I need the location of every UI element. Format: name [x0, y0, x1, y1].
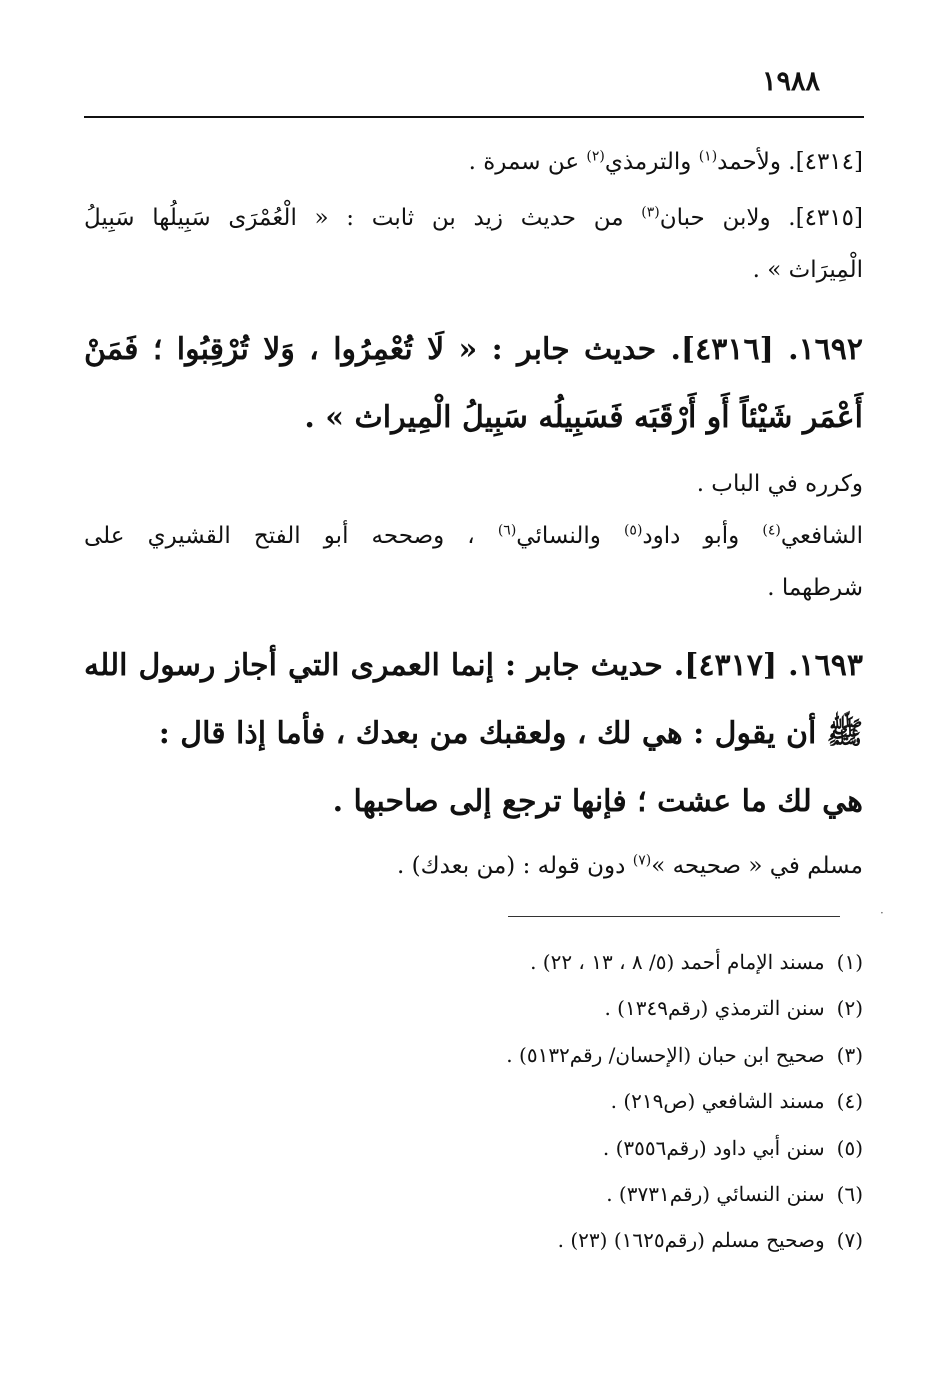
hadith-1692-line2: أَعْمَر شَيْئاً أَو أَرْقَبَه فَسَبِيلُه سَبِيلُ الْمِيراث » . [304, 400, 863, 435]
footnote-number: (٤) [836, 1089, 863, 1113]
footnote-number: (٦) [836, 1182, 863, 1206]
footnote-number: (٣) [836, 1043, 863, 1067]
page-number: ١٩٨٨ [762, 66, 821, 97]
footnote-ref-6[interactable]: (٦) [497, 522, 517, 539]
comment-1692-line1: وكرره في الباب . [696, 471, 863, 497]
footnote-ref-5[interactable]: (٥) [623, 522, 643, 539]
footnote-number: (٢) [836, 996, 863, 1020]
footnote-text: مسند الشافعي (ص٢١٩) . [610, 1089, 825, 1113]
paragraph-text: ، وصححه أبو الفتح القشيري على [84, 523, 498, 549]
footnote-7 [558, 1224, 863, 1256]
paragraph-text: الشافعي [780, 523, 864, 549]
comment-1692-line2 [84, 516, 863, 556]
hadith-1693-line2: ﷺ أن يقول : هي لك ، ولعقبك من بعدك ، فأما إذا قال : [158, 716, 863, 751]
paragraph-text: عن سمرة . [468, 149, 587, 175]
footnote-ref-7[interactable]: (٧) [632, 852, 652, 869]
paragraph-text: دون قوله : (من بعدك) . [397, 853, 633, 879]
comment-1693 [397, 846, 863, 886]
paragraph-text: وأبو داود [642, 523, 763, 549]
footnote-text: مسند الإمام أحمد (٥/ ٨ ، ١٣ ، ٢٢) . [530, 950, 825, 974]
footnote-text: سنن الترمذي (رقم١٣٤٩) . [604, 996, 825, 1020]
footnote-ref-1[interactable]: (١) [698, 148, 718, 165]
paragraph-text: [٤٣١٤]. ولأحمد [717, 149, 863, 175]
footnote-2 [604, 992, 863, 1024]
footnote-text: صحيح ابن حبان (الإحسان/ رقم٥١٣٢) . [506, 1043, 825, 1067]
footnote-6 [606, 1178, 863, 1210]
footnote-1 [530, 946, 863, 978]
footnote-number: (١) [836, 950, 863, 974]
footnote-4 [611, 1085, 863, 1117]
margin-mark: · [880, 906, 884, 920]
footnote-ref-2[interactable]: (٢) [586, 148, 605, 165]
comment-1692-line3: شرطهما . [767, 575, 863, 601]
footnote-text: سنن أبي داود (رقم٣٥٥٦) . [602, 1136, 825, 1160]
paragraph-text: مسلم في « صحيحه » [651, 853, 863, 879]
paragraph-4314 [469, 142, 863, 182]
hadith-1692-line1: ١٦٩٢. [٤٣١٦]. حديث جابر : « لَا تُعْمِرُوا ، وَلا تُرْقِبُوا ؛ فَمَنْ [84, 332, 864, 367]
footnote-text: سنن النسائي (رقم٣٧٣١) . [606, 1182, 825, 1206]
footnote-5 [603, 1132, 863, 1164]
footnote-ref-4[interactable]: (٤) [762, 522, 781, 539]
paragraph-text: والنسائي [516, 523, 624, 549]
hadith-1693-line1: ١٦٩٣. [٤٣١٧]. حديث جابر : إنما العمرى التي أجاز رسول الله [84, 648, 863, 683]
paragraph-text: والترمذي [604, 149, 699, 175]
footnote-number: (٥) [836, 1136, 863, 1160]
hadith-1693-line3: هي لك ما عشت ؛ فإنها ترجع إلى صاحبها . [332, 784, 863, 819]
footnote-number: (٧) [836, 1228, 863, 1252]
footnote-ref-3[interactable]: (٣) [641, 204, 660, 221]
paragraph-4315-line1 [84, 198, 863, 238]
header-rule [84, 116, 864, 118]
footnote-text: وصحيح مسلم (رقم١٦٢٥) (٢٣) . [557, 1228, 825, 1252]
footnote-3 [506, 1039, 863, 1071]
paragraph-4315-line2: الْمِيرَاث » . [752, 257, 863, 283]
paragraph-text: [٤٣١٥]. ولابن حبان [659, 205, 863, 231]
paragraph-text: من حديث زيد بن ثابت : « الْعُمْرَى سَبِيلُها سَبِيلُ [84, 205, 642, 231]
footnote-separator [508, 916, 840, 917]
